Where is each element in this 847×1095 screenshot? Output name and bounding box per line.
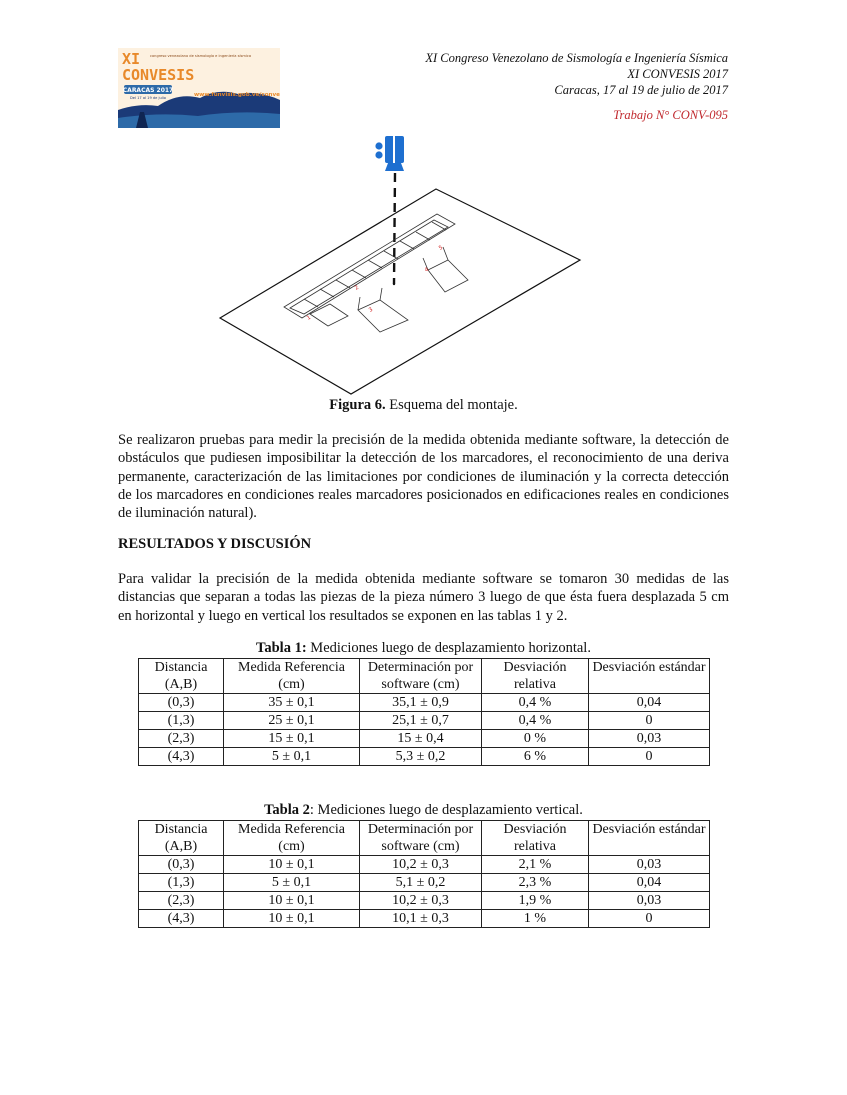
table-cell: 1,9 % bbox=[482, 892, 589, 910]
table-cell: 0 bbox=[589, 712, 710, 730]
page-header bbox=[425, 50, 728, 123]
table-cell: 5,1 ± 0,2 bbox=[360, 874, 482, 892]
column-header-relative: Desviación relativa bbox=[482, 821, 589, 856]
table1-caption-label: Tabla 1: bbox=[256, 640, 307, 656]
marker-0: 1 bbox=[306, 314, 313, 322]
table-cell: 5 ± 0,1 bbox=[224, 748, 360, 766]
figure-6 bbox=[210, 132, 590, 396]
table-header-row bbox=[139, 659, 710, 694]
table-row bbox=[139, 712, 710, 730]
header-congress: XI Congreso Venezolano de Sismología e Ingeniería Sísmica bbox=[425, 51, 728, 65]
table-cell: (4,3) bbox=[139, 748, 224, 766]
table-cell: 0,4 % bbox=[482, 712, 589, 730]
table-cell: 35,1 ± 0,9 bbox=[360, 694, 482, 712]
table-cell: 10 ± 0,1 bbox=[224, 856, 360, 874]
table-cell: 10,2 ± 0,3 bbox=[360, 892, 482, 910]
table-cell: 15 ± 0,1 bbox=[224, 730, 360, 748]
marker-3: 4 bbox=[424, 266, 431, 274]
paragraph-tests: Se realizaron pruebas para medir la precisión de la medida obtenida mediante software, la detección de obstáculos que pudiesen imposibilitar la detección de los marcadores, el reconocimiento de una deriva permanente, caracterización de las limitaciones por condiciones de iluminación y la correcta detección de los marcadores en condiciones reales marcadores posicionados en edificaciones reales en condiciones de iluminación natural). bbox=[118, 432, 729, 522]
section-heading: RESULTADOS Y DISCUSIÓN bbox=[118, 536, 312, 552]
table-row bbox=[139, 892, 710, 910]
table-cell: 5 ± 0,1 bbox=[224, 874, 360, 892]
column-header-relative: Desviación relativa bbox=[482, 659, 589, 694]
table2-caption bbox=[0, 802, 847, 819]
table-cell: 2,1 % bbox=[482, 856, 589, 874]
column-header-software: Determinación por software (cm) bbox=[360, 821, 482, 856]
figure-caption-label: Figura 6. bbox=[329, 397, 386, 413]
table-cell: 0,03 bbox=[589, 892, 710, 910]
table-cell: 6 % bbox=[482, 748, 589, 766]
table-cell: (0,3) bbox=[139, 694, 224, 712]
table-cell: 0,03 bbox=[589, 730, 710, 748]
table-cell: 0 bbox=[589, 910, 710, 928]
table-cell: 15 ± 0,4 bbox=[360, 730, 482, 748]
table-vertical bbox=[138, 820, 710, 928]
table2-caption-label: Tabla 2 bbox=[264, 802, 310, 818]
setup-diagram bbox=[210, 132, 590, 396]
table-cell: 1 % bbox=[482, 910, 589, 928]
column-header-reference: Medida Referencia (cm) bbox=[224, 659, 360, 694]
logo-line2: CONVESIS bbox=[122, 66, 195, 84]
header-dates: Caracas, 17 al 19 de julio de 2017 bbox=[554, 83, 728, 97]
ladder-board bbox=[284, 214, 468, 332]
table-cell: (2,3) bbox=[139, 730, 224, 748]
table-row bbox=[139, 694, 710, 712]
table-cell: 0 % bbox=[482, 730, 589, 748]
paragraph-validation: Para validar la precisión de la medida obtenida mediante software se tomaron 30 medidas de las distancias que separan a todas las piezas de la pieza número 3 luego de que ésta fuera desplazada 5 cm en horizontal y luego en vertical los resultados se exponen en las tablas 1 y 2. bbox=[118, 571, 729, 624]
table-cell: 0,04 bbox=[589, 694, 710, 712]
table-cell: (1,3) bbox=[139, 712, 224, 730]
column-header-reference: Medida Referencia (cm) bbox=[224, 821, 360, 856]
table-cell: (4,3) bbox=[139, 910, 224, 928]
table-cell: 5,3 ± 0,2 bbox=[360, 748, 482, 766]
table-cell: 0 bbox=[589, 748, 710, 766]
marker-4: 5 bbox=[438, 244, 445, 252]
header-work-code: Trabajo N° CONV-095 bbox=[613, 108, 728, 122]
table-row bbox=[139, 874, 710, 892]
table-cell: 0,4 % bbox=[482, 694, 589, 712]
column-header-distance: Distancia (A,B) bbox=[139, 659, 224, 694]
table-cell: 0,04 bbox=[589, 874, 710, 892]
figure-caption-text: Esquema del montaje. bbox=[385, 397, 518, 413]
table1-caption-text: Mediciones luego de desplazamiento horizontal. bbox=[306, 640, 591, 656]
table-horizontal bbox=[138, 658, 710, 766]
table1-caption bbox=[0, 640, 847, 657]
table-cell: (0,3) bbox=[139, 856, 224, 874]
camera-icon bbox=[375, 136, 404, 171]
table-row bbox=[139, 730, 710, 748]
convesis-logo-graphic bbox=[118, 48, 280, 128]
table-cell: (2,3) bbox=[139, 892, 224, 910]
column-header-std: Desviación estándar bbox=[589, 821, 710, 856]
table-row bbox=[139, 910, 710, 928]
table-cell: 10 ± 0,1 bbox=[224, 910, 360, 928]
table-row bbox=[139, 748, 710, 766]
table2-caption-text: : Mediciones luego de desplazamiento vertical. bbox=[309, 802, 583, 818]
table-cell: 10,2 ± 0,3 bbox=[360, 856, 482, 874]
logo-small-text: congreso venezolano de sismología e ingeniería sísmica bbox=[150, 54, 252, 58]
logo-line1: XI bbox=[122, 50, 141, 68]
table-cell: 0,03 bbox=[589, 856, 710, 874]
table-row bbox=[139, 856, 710, 874]
table-cell: 2,3 % bbox=[482, 874, 589, 892]
logo-city-badge: CARACAS 2017 bbox=[122, 87, 174, 94]
table-cell: 25 ± 0,1 bbox=[224, 712, 360, 730]
camera-sightline bbox=[394, 173, 395, 284]
table-cell: 25,1 ± 0,7 bbox=[360, 712, 482, 730]
convesis-logo bbox=[118, 48, 280, 128]
floor-plane bbox=[220, 189, 580, 394]
logo-dates-badge: Del 17 al 19 de julio bbox=[130, 96, 166, 100]
marker-1: 2 bbox=[354, 284, 361, 292]
column-header-software: Determinación por software (cm) bbox=[360, 659, 482, 694]
table-cell: 10 ± 0,1 bbox=[224, 892, 360, 910]
marker-2: 3 bbox=[368, 306, 375, 314]
column-header-std: Desviación estándar bbox=[589, 659, 710, 694]
target-point bbox=[393, 283, 395, 285]
table-cell: 10,1 ± 0,3 bbox=[360, 910, 482, 928]
table-header-row bbox=[139, 821, 710, 856]
logo-site: www.funvisis.gob.ve/convesis bbox=[194, 92, 280, 98]
column-header-distance: Distancia (A,B) bbox=[139, 821, 224, 856]
table-cell: 35 ± 0,1 bbox=[224, 694, 360, 712]
header-edition: XI CONVESIS 2017 bbox=[627, 67, 728, 81]
table-cell: (1,3) bbox=[139, 874, 224, 892]
figure-caption bbox=[0, 397, 847, 414]
